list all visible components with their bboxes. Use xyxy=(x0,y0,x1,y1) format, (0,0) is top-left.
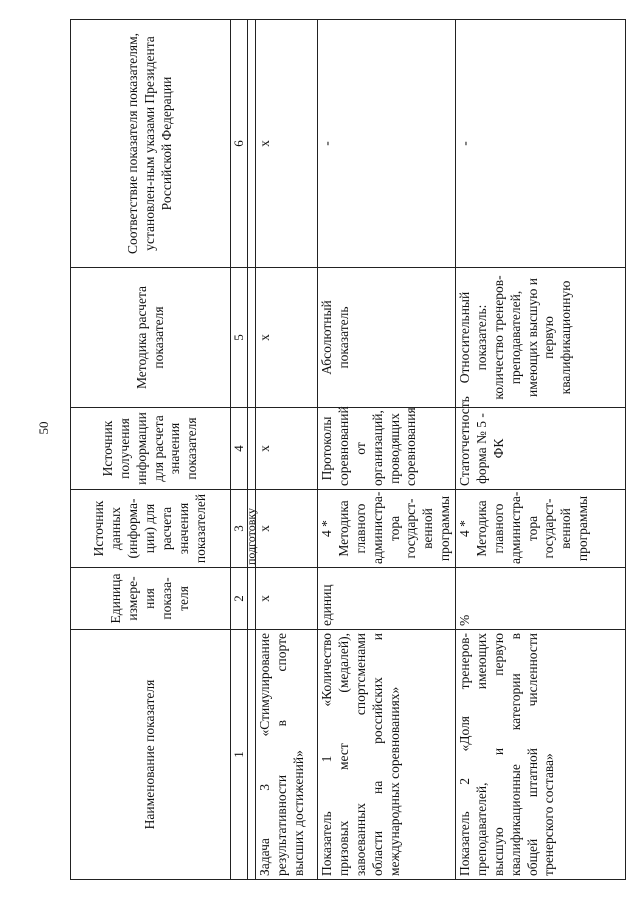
row-unit: х xyxy=(256,568,318,630)
row-compliance: х xyxy=(256,20,318,268)
row-name xyxy=(256,630,318,880)
row-name-line: квалификационные категории в xyxy=(507,633,523,876)
column-number-5: 5 xyxy=(231,268,248,408)
page-number: 50 xyxy=(36,421,51,435)
header-compliance: Соответствие показателя показателям, установлен-ным указами Президента Российской Федерации xyxy=(71,20,231,268)
row-unit: единиц xyxy=(318,568,456,630)
row-info-source: Статотчетность форма № 5 - ФК xyxy=(456,408,626,490)
row-name-line: завоеванных спортсменами xyxy=(352,633,368,876)
row-name-line: общей штатной численности xyxy=(524,633,540,876)
row-data-source: 4 * Методика главного администра-тора государст-венной программы xyxy=(318,490,456,568)
row-name-line: высших достижений» xyxy=(290,750,306,876)
row-info-source: х xyxy=(256,408,318,490)
spacer-row xyxy=(248,20,256,880)
header-row xyxy=(71,20,231,880)
table-row-indicator-1 xyxy=(318,20,456,880)
row-name-line: преподавателей, имеющих xyxy=(473,633,489,876)
table-row-task-3 xyxy=(256,20,318,880)
row-data-source: х xyxy=(256,490,318,568)
row-name-line: результативности в спорте xyxy=(273,633,289,876)
row-name-line: высшую и первую xyxy=(490,633,506,876)
row-info-source: Протоколы соревнований от организаций, проводящих соревнования xyxy=(318,408,456,490)
row-name-line: международных соревнованиях» xyxy=(386,686,402,876)
header-info-source: Источник получения информации для расчета значения показателя xyxy=(71,408,231,490)
row-name xyxy=(456,630,626,880)
row-name-line: тренерского состава» xyxy=(541,753,557,876)
row-name xyxy=(318,630,456,880)
column-number-2: 2 xyxy=(231,568,248,630)
row-data-source: 4 * Методика главного администра-тора государст-венной программы xyxy=(456,490,626,568)
row-name-line: Задача 3 «Стимулирование xyxy=(257,633,272,876)
row-name-line: Показатель 2 «Доля тренеров- xyxy=(457,633,472,876)
indicator-table-page xyxy=(70,20,610,880)
row-compliance: - xyxy=(318,20,456,268)
header-indicator-name: Наименование показателя xyxy=(71,630,231,880)
indicators-table xyxy=(70,19,626,880)
row-method: Абсолютный показатель xyxy=(318,268,456,408)
row-method: Относительный показатель: количество тренеров-преподавателей, имеющих высшую и первую квалификационную xyxy=(456,268,626,408)
row-compliance: - xyxy=(456,20,626,268)
column-number-6: 6 xyxy=(231,20,248,268)
header-data-source: Источник данных (информа-ции) для расчета значения показателей xyxy=(71,490,231,568)
column-number-1: 1 xyxy=(231,630,248,880)
header-unit: Единица измере-ния показа-теля xyxy=(71,568,231,630)
column-number-3: 3 xyxy=(231,490,248,568)
column-numbers-row xyxy=(231,20,248,880)
overflow-text: подготовку xyxy=(248,490,256,568)
column-number-4: 4 xyxy=(231,408,248,490)
table-row-indicator-2 xyxy=(456,20,626,880)
row-method: х xyxy=(256,268,318,408)
row-unit: % xyxy=(456,568,626,630)
row-name-line: призовых мест (медалей), xyxy=(335,633,351,876)
row-name-line: Показатель 1 «Количество xyxy=(319,633,334,876)
row-name-line: области на российских и xyxy=(369,633,385,876)
header-method: Методика расчета показателя xyxy=(71,268,231,408)
